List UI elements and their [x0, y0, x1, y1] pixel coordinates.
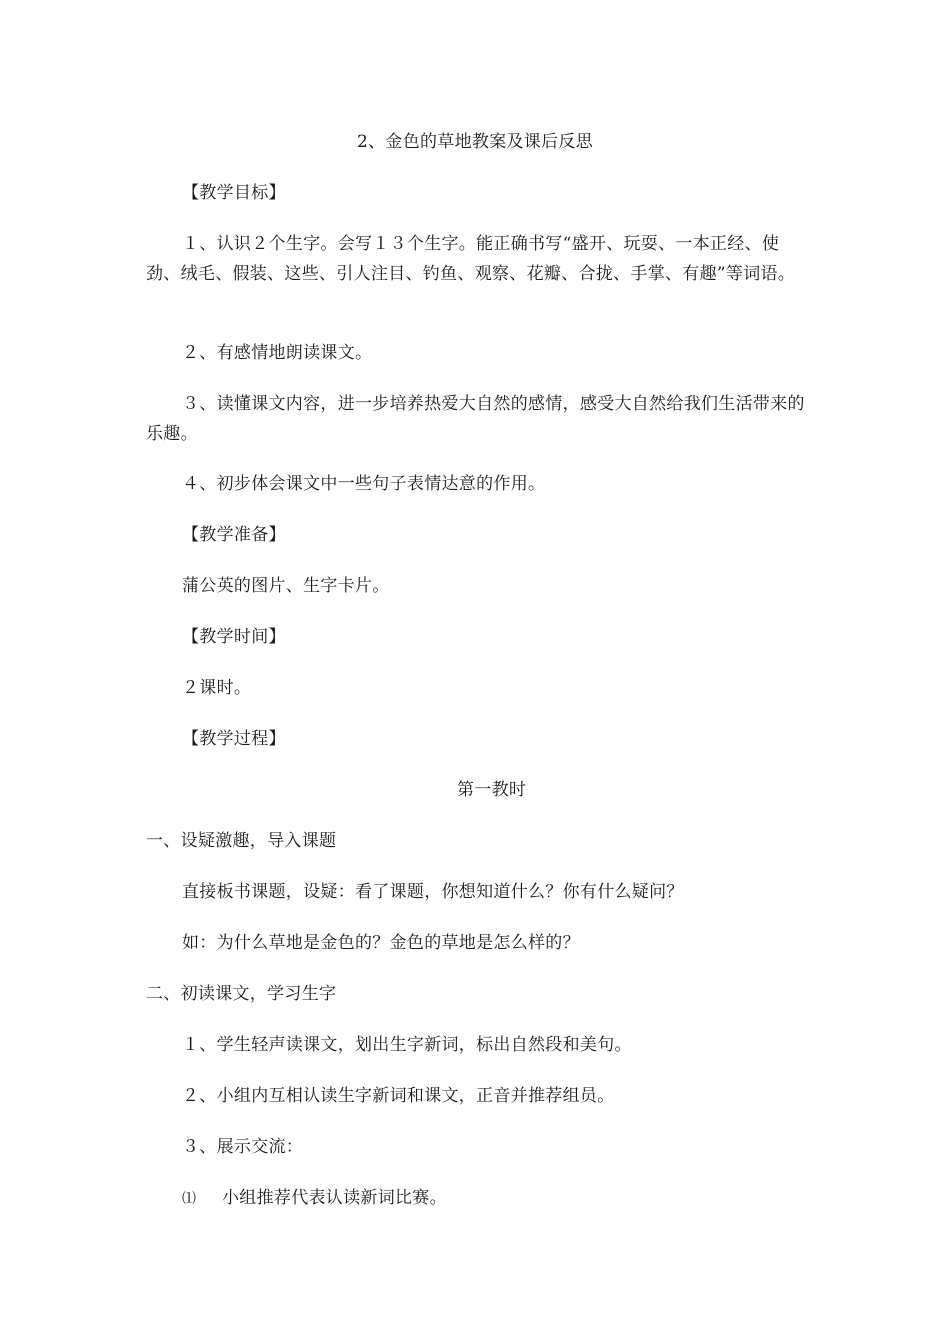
- objective-item-3: ３、读懂课文内容，进一步培养热爱大自然的感情，感受大自然给我们生活带来的乐趣。: [146, 394, 805, 444]
- section-2-sub-item-1: [182, 1183, 447, 1214]
- section-1-line-2: 如：为什么草地是金色的？金色的草地是怎么样的？: [182, 933, 580, 953]
- section-2-step-2: ２、小组内互相认读生字新词和课文，正音并推荐组员。: [182, 1086, 615, 1106]
- preparation-text: 蒲公英的图片、生字卡片。: [182, 576, 390, 596]
- section-1-line-1: 直接板书课题，设疑：看了课题，你想知道什么？你有什么疑问？: [182, 882, 684, 902]
- document-title: 2、金色的草地教案及课后反思: [356, 132, 593, 152]
- process-heading: 【教学过程】: [182, 729, 286, 749]
- time-text: ２课时。: [182, 678, 252, 698]
- time-heading: 【教学时间】: [182, 627, 286, 647]
- section-1-heading: 一、设疑激趣，导入课题: [146, 831, 337, 851]
- sub-item-text: 小组推荐代表认读新词比赛。: [222, 1188, 447, 1208]
- objective-item-1: １、认识２个生字。会写１３个生字。能正确书写“盛开、玩耍、一本正经、使劲、绒毛、假装、这些、引人注目、钓鱼、观察、花瓣、合拢、手掌、有趣”等词语。: [146, 234, 796, 284]
- objective-item-4: ４、初步体会课文中一些句子表情达意的作用。: [182, 474, 546, 494]
- section-2-heading: 二、初读课文，学习生字: [146, 984, 337, 1004]
- section-2-step-1: １、学生轻声读课文，划出生字新词，标出自然段和美句。: [182, 1035, 632, 1055]
- section-2-step-3: ３、展示交流：: [182, 1137, 304, 1157]
- objectives-heading: 【教学目标】: [182, 183, 286, 203]
- preparation-heading: 【教学准备】: [182, 525, 286, 545]
- objective-item-2: ２、有感情地朗读课文。: [182, 343, 373, 363]
- sub-item-marker: ⑴: [182, 1191, 197, 1207]
- lesson-heading: 第一教时: [457, 780, 527, 800]
